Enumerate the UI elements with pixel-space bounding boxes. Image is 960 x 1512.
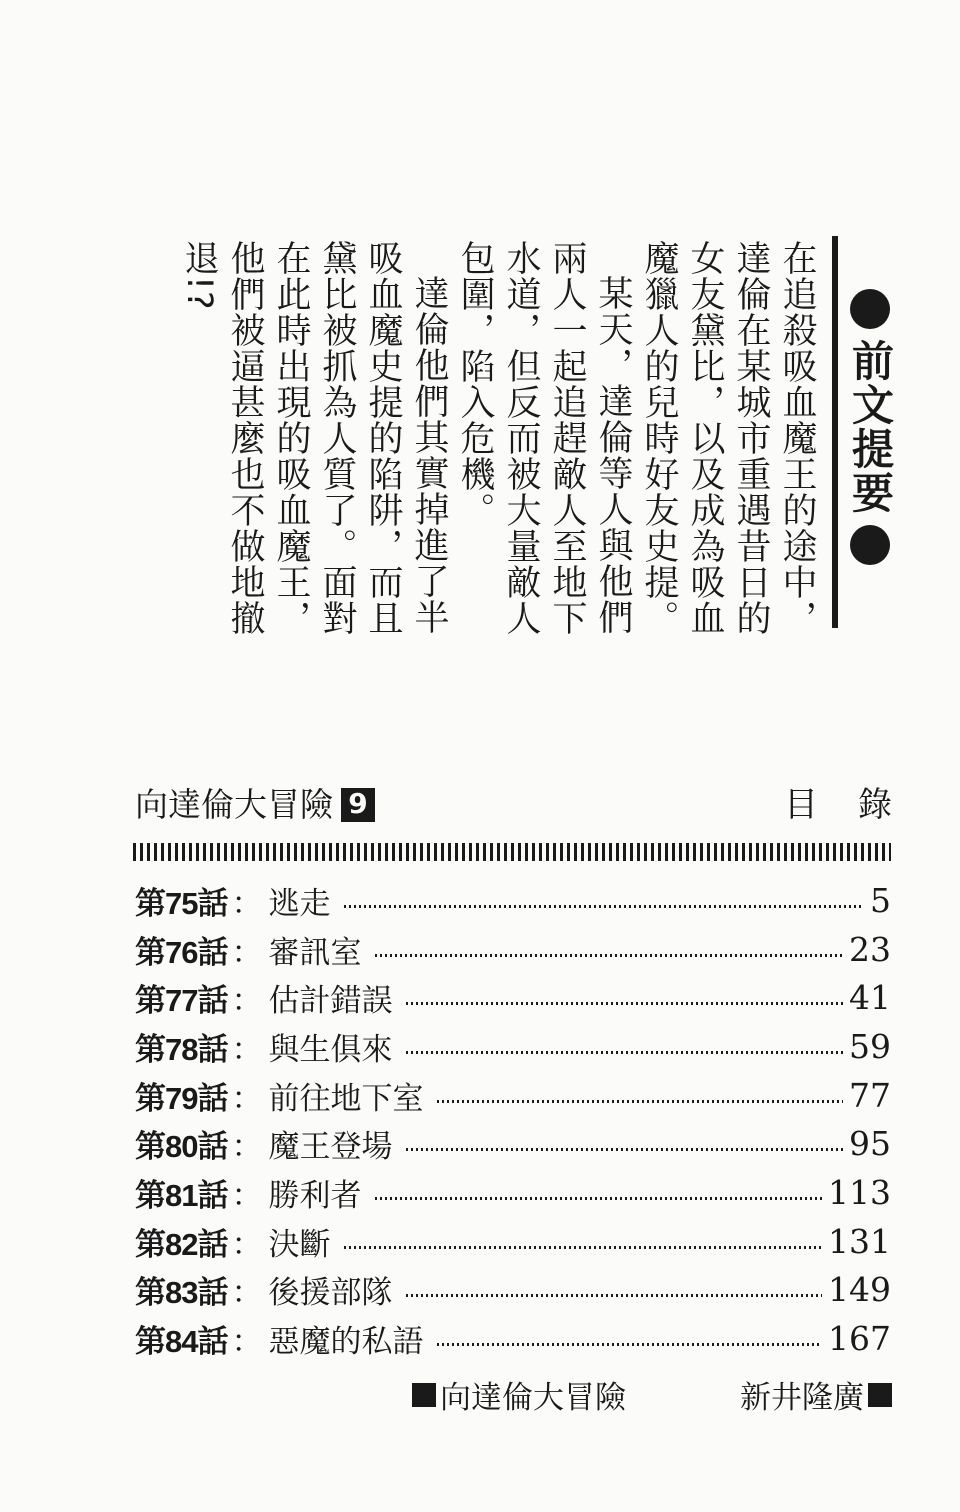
chapter-number: 第76話: [135, 934, 228, 970]
toc-entry[interactable]: [135, 1071, 891, 1120]
chapter-separator: ：: [231, 1275, 263, 1312]
chapter-separator: ：: [231, 1129, 263, 1166]
chapter-separator: ：: [231, 934, 263, 971]
chapter-number: 第81話: [135, 1177, 228, 1213]
chapter-title: 審訊室: [268, 934, 362, 971]
chapter-title: 後援部隊: [268, 1275, 393, 1312]
chapter-title: 前往地下室: [268, 1080, 424, 1117]
chapter-title: 估計錯誤: [268, 983, 393, 1020]
page-number: 113: [828, 1172, 891, 1212]
chapter-title: 決斷: [268, 1226, 331, 1263]
dot-leader: [437, 1100, 843, 1103]
footer-credit: [412, 1372, 892, 1417]
synopsis-heading-label: 前文提要: [846, 339, 895, 515]
chapter-separator: ：: [231, 1177, 263, 1214]
chapter-number: 第77話: [135, 983, 228, 1019]
synopsis-heading: [845, 285, 895, 569]
bullet-dot-icon: [850, 525, 890, 565]
chapter-title: 勝利者: [268, 1177, 362, 1214]
synopsis-paragraph: 某天，達倫等人與他們兩人一起追趕敵人至地下水道，但反而被大量敵人包圍，陷入危機。: [455, 240, 633, 636]
chapter-separator: ：: [231, 1226, 263, 1263]
chapter-title: 逃走: [268, 885, 331, 922]
page-number: 23: [849, 929, 891, 969]
toc-series-title: [135, 783, 375, 827]
chapter-number: 第84話: [135, 1324, 228, 1360]
bullet-dot-icon: [850, 289, 890, 329]
page-number: 95: [849, 1124, 891, 1164]
dot-leader: [406, 1294, 822, 1297]
chapter-separator: ：: [231, 1080, 263, 1117]
synopsis-paragraph: 達倫他們其實掉進了半吸血魔史提的陷阱，而且黛比被抓為人質了。面對在此時出現的吸血魔王，他們被逼甚麼也不做地撤退!?: [179, 240, 449, 636]
chapter-separator: ：: [231, 1031, 263, 1068]
synopsis-paragraph: 在追殺吸血魔王的途中，達倫在某城市重遇昔日的女友黛比，以及成為吸血魔獵人的兒時好友史提。: [639, 240, 817, 636]
toc-divider: [133, 843, 891, 861]
chapter-title: 魔王登場: [268, 1129, 393, 1166]
page-number: 59: [849, 1026, 891, 1066]
dot-leader: [344, 905, 864, 908]
toc-series-label: 向達倫大冒險: [135, 785, 333, 824]
chapter-separator: ：: [231, 1324, 263, 1361]
page-number: 131: [828, 1221, 891, 1261]
toc-list: [135, 876, 891, 1363]
footer-author: 新井隆廣: [740, 1380, 864, 1416]
square-bullet-icon: [868, 1383, 892, 1407]
volume-badge: 9: [341, 788, 375, 822]
chapter-number: 第75話: [135, 885, 228, 921]
toc-entry[interactable]: [135, 1168, 891, 1217]
dot-leader: [437, 1343, 822, 1346]
page-number: 77: [849, 1075, 891, 1115]
synopsis-body: [176, 240, 820, 640]
chapter-separator: ：: [231, 983, 263, 1020]
chapter-number: 第80話: [135, 1129, 228, 1165]
dot-leader: [406, 1002, 843, 1005]
page-number: 149: [828, 1270, 891, 1310]
chapter-number: 第83話: [135, 1275, 228, 1311]
chapter-title: 惡魔的私語: [268, 1324, 424, 1361]
chapter-number: 第82話: [135, 1226, 228, 1262]
page-number: 5: [870, 880, 891, 920]
dot-leader: [375, 1197, 822, 1200]
toc-entry[interactable]: [135, 1266, 891, 1315]
chapter-separator: ：: [231, 885, 263, 922]
toc-entry[interactable]: [135, 876, 891, 925]
toc-entry[interactable]: [135, 1217, 891, 1266]
toc-title: 目錄: [784, 785, 932, 825]
toc-entry[interactable]: [135, 1022, 891, 1071]
square-bullet-icon: [412, 1383, 436, 1407]
dot-leader: [375, 954, 843, 957]
dot-leader: [406, 1148, 843, 1151]
page-number: 167: [828, 1319, 891, 1359]
footer-series: 向達倫大冒險: [440, 1380, 626, 1416]
dot-leader: [344, 1246, 822, 1249]
dot-leader: [406, 1051, 843, 1054]
toc-entry[interactable]: [135, 973, 891, 1022]
chapter-number: 第79話: [135, 1080, 228, 1116]
toc-entry[interactable]: [135, 1119, 891, 1168]
chapter-title: 與生俱來: [268, 1031, 393, 1068]
page-number: 41: [849, 978, 891, 1018]
toc-entry[interactable]: [135, 1314, 891, 1363]
chapter-number: 第78話: [135, 1031, 228, 1067]
synopsis-rule: [832, 236, 838, 628]
toc-entry[interactable]: [135, 925, 891, 974]
